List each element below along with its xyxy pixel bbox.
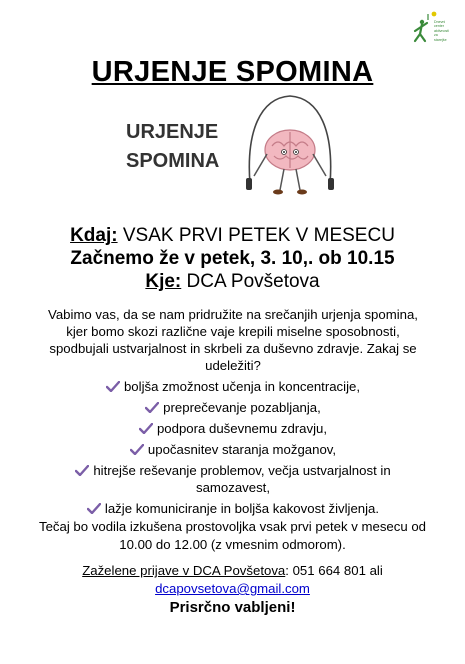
checkmark-icon	[75, 465, 89, 476]
course-info: Tečaj bo vodila izkušena prostovoljka vsak prvi petek v mesecu od 10.00 do 12.00 (z vmesnim odmorom).	[38, 519, 427, 552]
organization-logo	[410, 8, 460, 56]
brain-jump-rope-illustration	[240, 92, 340, 200]
where-text: DCA Povšetova	[186, 271, 320, 292]
hero-caption	[126, 118, 219, 176]
list-item: hitrejše reševanje problemov, večja ustvarjalnost in samozavest,	[40, 462, 426, 496]
hero-line-1: URJENJE	[126, 121, 219, 143]
where-label: Kje:	[145, 271, 182, 292]
logo-text: Dnevni center aktivnosti za starejše	[434, 20, 449, 42]
invite-text: Vabimo vas, da se nam pridružite na srečanjih urjenja spomina, kjer bomo skozi različne vaje krepili miselne sposobnosti, spodbujali ustvarjalnost in skrbeli za duševno zdravje. Zakaj se udeležiti?	[48, 307, 418, 373]
page-title: URJENJE SPOMINA	[91, 56, 374, 88]
signup-info	[30, 562, 435, 580]
closing-info	[30, 518, 435, 617]
start-date: Začnemo že v petek, 3. 10,. ob 10.15	[70, 248, 395, 269]
email-link[interactable]: dcapovsetova@gmail.com	[155, 581, 310, 596]
checkmark-icon	[130, 444, 144, 455]
list-item: lažje komuniciranje in boljša kakovost življenja.	[40, 500, 426, 517]
checkmark-icon	[87, 503, 101, 514]
invitation-body	[40, 306, 426, 517]
checkmark-icon	[139, 423, 153, 434]
closing-greeting: Prisrčno vabljeni!	[169, 599, 296, 616]
list-item: boljša zmožnost učenja in koncentracije,	[40, 378, 426, 395]
list-item: upočasnitev staranja možganov,	[40, 441, 426, 458]
benefits-list	[40, 378, 426, 517]
checkmark-icon	[145, 402, 159, 413]
when-text: VSAK PRVI PETEK V MESECU	[122, 225, 395, 246]
schedule-info: Kdaj: VSAK PRVI PETEK V MESECU Začnemo že v petek, 3. 10,. ob 10.15 Kje: DCA Povšetova	[0, 224, 465, 293]
signup-label: Zaželene prijave v DCA Povšetova	[82, 563, 286, 578]
hero-line-2: SPOMINA	[126, 150, 220, 172]
list-item: podpora duševnemu zdravju,	[40, 420, 426, 437]
list-item: preprečevanje pozabljanja,	[40, 399, 426, 416]
when-label: Kdaj	[70, 225, 112, 246]
signup-rest: : 051 664 801 ali	[285, 563, 383, 578]
checkmark-icon	[106, 381, 120, 392]
